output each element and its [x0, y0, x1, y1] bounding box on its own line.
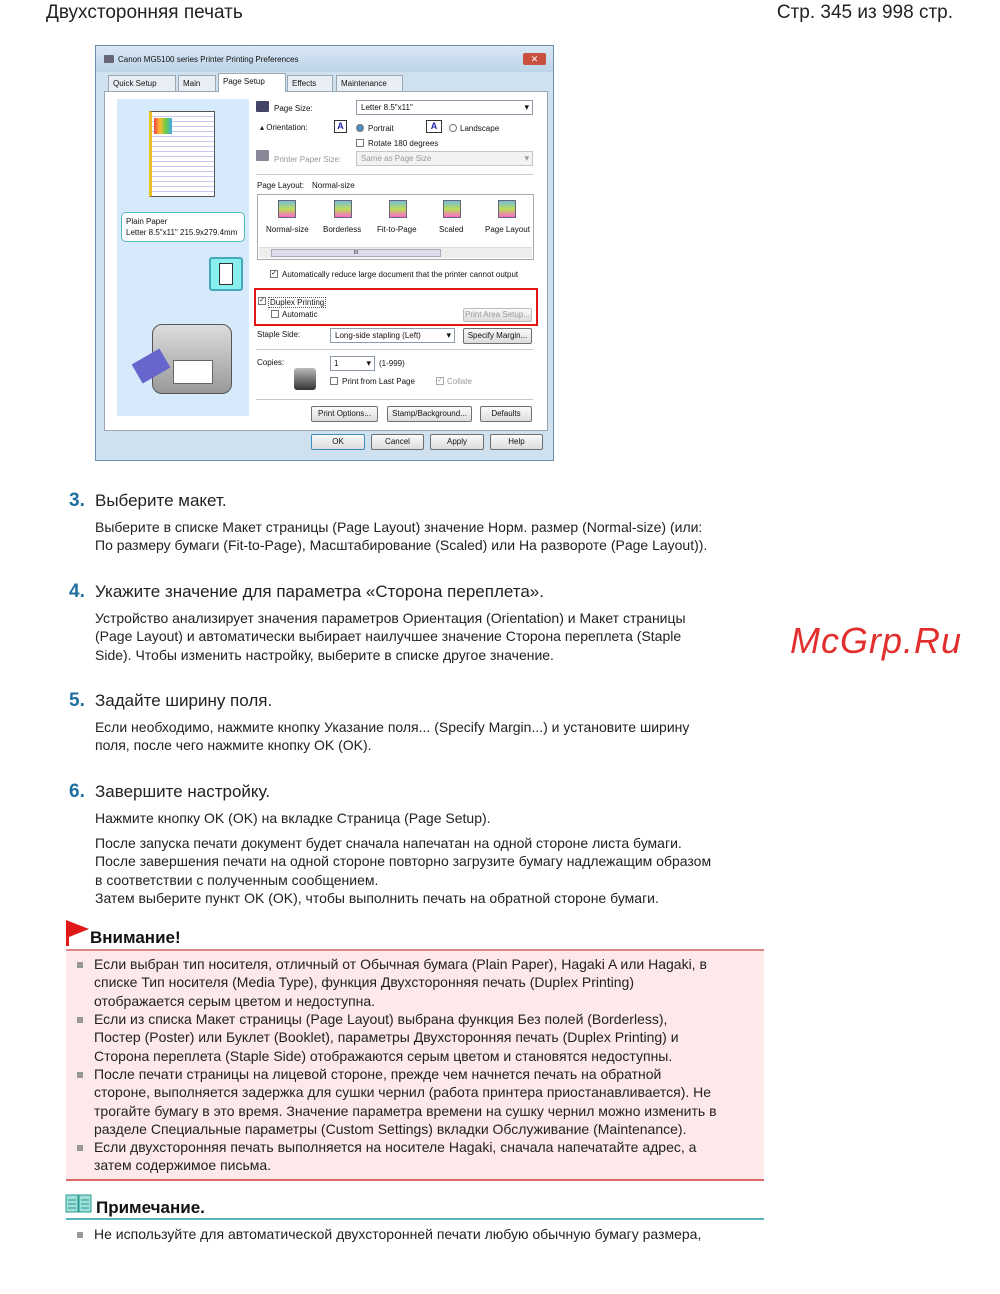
- page-title: Двухсторонняя печать: [46, 2, 243, 23]
- scaled-icon: [443, 200, 461, 218]
- defaults-button[interactable]: Defaults: [480, 406, 532, 422]
- cancel-button[interactable]: Cancel: [371, 434, 424, 450]
- page-layout-list: [257, 194, 534, 260]
- bullet-icon: [77, 962, 83, 968]
- media-type-text: Plain Paper: [126, 217, 168, 226]
- orientation-label: ▴ Orientation:: [260, 123, 308, 132]
- text-line: Если из списка Макет страницы (Page Layout) выбрана функция Без полей (Borderless),: [94, 1011, 668, 1027]
- text-line: После завершения печати на одной стороне повторно загрузите бумагу надлежащим образом: [95, 853, 712, 870]
- copies-value: 1: [334, 359, 339, 368]
- dialog-title: Canon MG5100 series Printer Printing Preferences: [118, 55, 299, 64]
- step-body: [95, 518, 707, 555]
- stamp-background-button[interactable]: Stamp/Background...: [387, 406, 472, 422]
- page-layout-value: Normal-size: [312, 181, 355, 190]
- copies-label: Copies:: [257, 358, 285, 367]
- step-number: 6.: [69, 781, 85, 802]
- horizontal-scrollbar[interactable]: [259, 247, 532, 258]
- page-preview-icon: [149, 111, 215, 197]
- print-area-setup-button[interactable]: Print Area Setup...: [463, 308, 532, 322]
- step-title: Укажите значение для параметра «Сторона переплета».: [95, 582, 544, 601]
- auto-reduce-label: Automatically reduce large document that the printer cannot output: [282, 270, 519, 279]
- printer-paper-size-dropdown[interactable]: Same as Page Size ▾: [356, 151, 533, 166]
- step-title: Задайте ширину поля.: [95, 691, 273, 710]
- copies-range: (1-999): [379, 359, 405, 368]
- normal-size-icon: [278, 200, 296, 218]
- preview-panel: [117, 99, 249, 416]
- rotate-label: Rotate 180 degrees: [368, 139, 439, 148]
- page-layout-label: Page Layout:: [257, 181, 305, 190]
- automatic-label: Automatic: [282, 310, 318, 319]
- text-line: (Page Layout) и автоматически выбирает наилучшее значение Сторона переплета (Staple: [95, 628, 682, 645]
- orientation-label-text: Orientation:: [266, 123, 308, 132]
- attention-title: Внимание!: [90, 928, 181, 947]
- text-line: Side). Чтобы изменить настройку, выберите в списке другое значение.: [95, 646, 554, 663]
- text-line: После запуска печати документ будет сначала напечатан на одной стороне листа бумаги.: [95, 835, 682, 851]
- text-line: Постер (Poster) или Буклет (Booklet), параметры Двухсторонняя печать (Duplex Printing) и: [94, 1029, 679, 1046]
- text-line: затем содержимое письма.: [94, 1157, 272, 1174]
- help-button[interactable]: Help: [490, 434, 543, 450]
- tab-main[interactable]: Main: [178, 75, 216, 91]
- text-line: Если выбран тип носителя, отличный от Обычная бумага (Plain Paper), Hagaki A или Hagaki, в: [94, 956, 707, 972]
- step-body: [95, 718, 689, 755]
- text-line: стороне, выполняется задержка для сушки чернил (работа принтера приостанавливается). Не: [94, 1084, 712, 1101]
- text-line: По размеру бумаги (Fit-to-Page), Масштабирование (Scaled) или На развороте (Page Layout)).: [95, 537, 708, 554]
- layout-option-normal-size[interactable]: Normal-size: [266, 225, 309, 234]
- red-flag-icon: [65, 920, 91, 946]
- text-line: поля, после чего нажмите кнопку OK (OK).: [95, 737, 372, 754]
- portrait-label: Portrait: [368, 124, 394, 133]
- borderless-icon: [334, 200, 352, 218]
- text-line: Затем выберите пункт OK (OK), чтобы выполнить печать на обратной стороне бумаги.: [95, 890, 659, 907]
- ok-button[interactable]: OK: [311, 434, 365, 450]
- copies-spinner[interactable]: [330, 356, 375, 371]
- step-body-continued: [95, 834, 711, 908]
- page-size-icon: [256, 101, 269, 112]
- attention-item: [94, 1065, 764, 1139]
- tab-quick-setup[interactable]: Quick Setup: [108, 75, 176, 91]
- printer-preferences-dialog: [95, 45, 554, 461]
- text-line: отображается серым цветом и недоступна.: [94, 992, 376, 1009]
- landscape-label: Landscape: [460, 124, 500, 133]
- text-line: списке Тип носителя (Media Type), функция Двухсторонняя печать (Duplex Printing): [94, 974, 635, 991]
- staple-side-dropdown[interactable]: Long-side stapling (Left) ▾: [330, 328, 455, 343]
- print-from-last-page-label: Print from Last Page: [342, 377, 415, 386]
- layout-option-page-layout[interactable]: Page Layout: [485, 225, 530, 234]
- text-line: Сторона переплета (Staple Side) отображаются серым цветом и становятся недоступны.: [94, 1047, 673, 1064]
- text-line: Не используйте для автоматической двухсторонней печати любую обычную бумагу размера,: [94, 1226, 702, 1242]
- close-button[interactable]: ✕: [523, 53, 546, 65]
- text-line: разделе Специальные параметры (Custom Settings) вкладки Обслуживание (Maintenance).: [94, 1121, 687, 1138]
- bullet-icon: [77, 1072, 83, 1078]
- note-divider: [66, 1218, 764, 1220]
- collate-label: Collate: [447, 377, 472, 386]
- text-line: Если необходимо, нажмите кнопку Указание поля... (Specify Margin...) и установите ширину: [95, 719, 690, 735]
- landscape-icon: A: [426, 120, 442, 133]
- paper-size-text: Letter 8.5"x11" 215.9x279.4mm: [126, 228, 238, 237]
- text-line: Нажмите кнопку OK (OK) на вкладке Страница (Page Setup).: [95, 810, 491, 826]
- collate-checkbox[interactable]: ✓: [437, 377, 443, 384]
- landscape-radio[interactable]: [449, 124, 457, 132]
- page-size-dropdown[interactable]: Letter 8.5"x11" ▾: [356, 100, 533, 115]
- specify-margin-button[interactable]: Specify Margin...: [463, 328, 532, 344]
- attention-item: [94, 955, 764, 1010]
- text-line: После печати страницы на лицевой стороне, прежде чем начнется печать на обратной: [94, 1066, 662, 1082]
- rotate-checkbox[interactable]: [356, 139, 364, 147]
- page-size-label: Page Size:: [274, 104, 313, 113]
- print-options-button[interactable]: Print Options...: [311, 406, 378, 422]
- duplex-printing-checkbox[interactable]: ✓: [259, 297, 265, 304]
- page-layout-icon: [498, 200, 516, 218]
- text-line: Устройство анализирует значения параметров Ориентация (Orientation) и Макет страницы: [95, 610, 686, 626]
- printer-paper-size-icon: [256, 150, 269, 161]
- portrait-radio[interactable]: [356, 124, 364, 132]
- printer-icon: [104, 55, 114, 63]
- step-number: 3.: [69, 490, 85, 511]
- bullet-icon: [77, 1017, 83, 1023]
- title-bar: [96, 46, 553, 72]
- layout-option-borderless[interactable]: Borderless: [323, 225, 362, 234]
- step-title: Выберите макет.: [95, 491, 227, 510]
- layout-option-scaled[interactable]: Scaled: [439, 225, 464, 234]
- auto-reduce-checkbox[interactable]: ✓: [271, 270, 277, 277]
- attention-item: [94, 1010, 764, 1065]
- attention-item: [94, 1138, 764, 1175]
- staple-side-label: Staple Side:: [257, 330, 301, 339]
- text-line: трогайте бумагу в это время. Значение параметра времени на сушку чернил можно изменить в: [94, 1102, 717, 1119]
- tab-maintenance[interactable]: Maintenance: [336, 75, 403, 91]
- layout-option-fit-to-page[interactable]: Fit-to-Page: [377, 225, 417, 234]
- bullet-icon: [77, 1145, 83, 1151]
- text-line: Выберите в списке Макет страницы (Page Layout) значение Норм. размер (Normal-size) (или:: [95, 519, 703, 535]
- divider: [256, 174, 533, 175]
- watermark: McGrp.Ru: [790, 620, 963, 661]
- step-body: [95, 809, 491, 827]
- text-line: в соответствии с полученным сообщением.: [95, 871, 379, 888]
- step-title: Завершите настройку.: [95, 782, 271, 801]
- print-from-last-page-checkbox[interactable]: [330, 377, 338, 385]
- paper-info-box: [121, 212, 245, 242]
- tab-page-setup[interactable]: Page Setup: [218, 73, 286, 92]
- portrait-icon: A: [334, 120, 347, 133]
- duplex-printer-illustration: [152, 324, 232, 394]
- copies-stack-icon: [294, 368, 316, 390]
- apply-button[interactable]: Apply: [430, 434, 484, 450]
- text-line: Если двухсторонняя печать выполняется на носителе Hagaki, сначала напечатайте адрес, а: [94, 1139, 697, 1155]
- fit-to-page-icon: [389, 200, 407, 218]
- tab-effects[interactable]: Effects: [287, 75, 333, 91]
- bullet-icon: [77, 1232, 83, 1238]
- book-icon: [65, 1193, 93, 1215]
- step-body: [95, 609, 686, 664]
- automatic-checkbox[interactable]: [271, 310, 279, 318]
- printer-paper-size-label: Printer Paper Size:: [274, 155, 342, 164]
- step-number: 5.: [69, 690, 85, 711]
- duplex-printing-label: Duplex Printing: [270, 298, 325, 307]
- note-title: Примечание.: [96, 1198, 205, 1217]
- step-number: 4.: [69, 581, 85, 602]
- scrollbar-thumb[interactable]: III: [271, 249, 441, 257]
- divider: [256, 349, 533, 350]
- orientation-preview-icon: [209, 257, 243, 291]
- page-number: Стр. 345 из 998 стр.: [776, 2, 953, 23]
- divider: [256, 399, 533, 400]
- note-item: [94, 1225, 764, 1243]
